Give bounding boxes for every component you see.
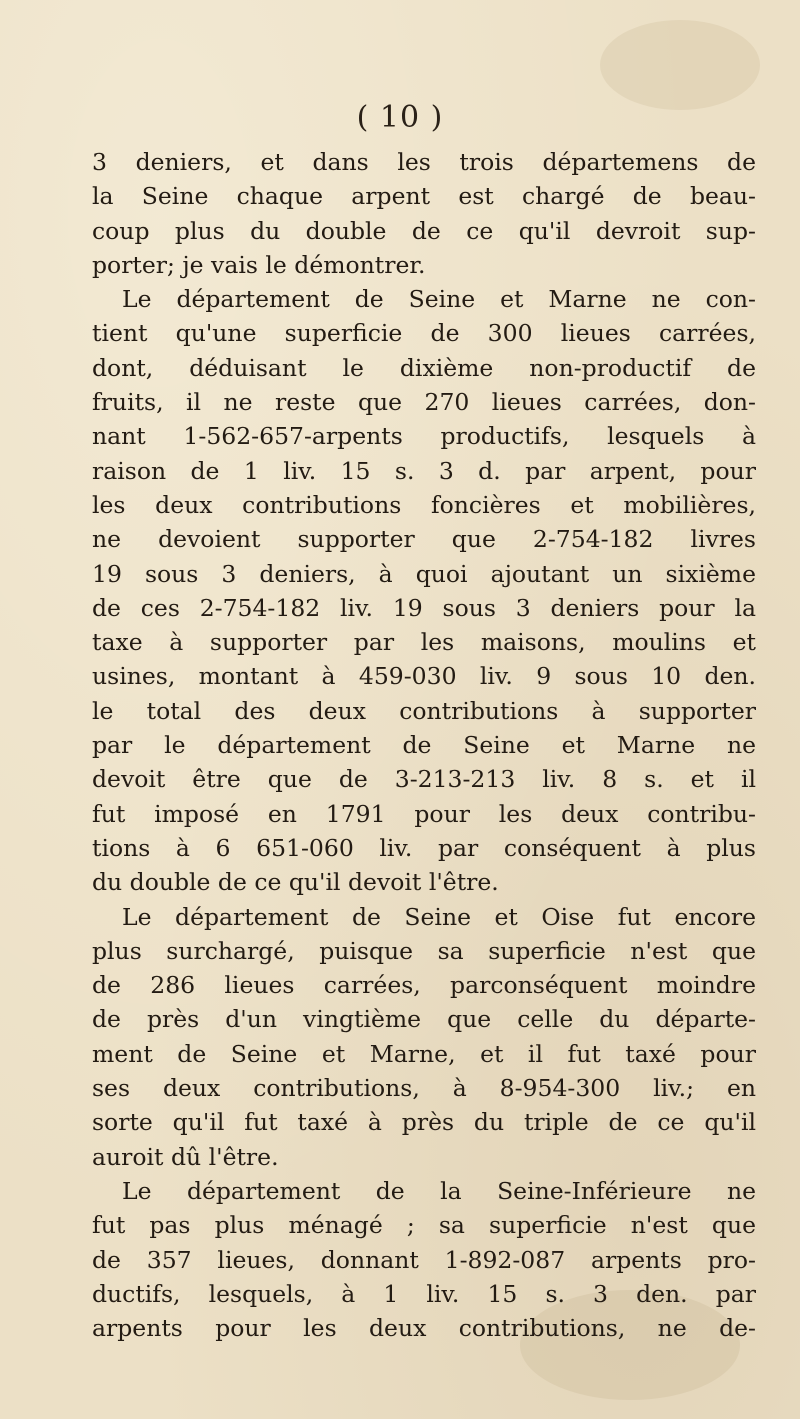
- body-text: [92, 145, 756, 1345]
- text-line: nant 1-562-657-arpents productifs, lesquels à: [92, 422, 756, 451]
- text-line: 3 deniers, et dans les trois départemens de: [92, 148, 756, 176]
- text-line: sorte qu'il fut taxé à près du triple de ce qu'il: [92, 1108, 756, 1137]
- text-line: raison de 1 liv. 15 s. 3 d. par arpent, pour: [92, 456, 756, 485]
- text-line: coup plus du double de ce qu'il devroit sup-: [92, 216, 756, 245]
- text-line: du double de ce qu'il devoit l'être.: [92, 868, 499, 897]
- text-line: tions à 6 651-060 liv. par conséquent à plus: [92, 833, 756, 862]
- text-line: dont, déduisant le dixième non-productif de: [92, 353, 756, 382]
- text-line: fut imposé en 1791 pour les deux contribu-: [92, 799, 756, 828]
- text-line: la Seine chaque arpent est chargé de beau-: [92, 182, 756, 211]
- text-line: ment de Seine et Marne, et il fut taxé pour: [92, 1039, 756, 1068]
- text-line: arpents pour les deux contributions, ne de-: [92, 1314, 756, 1343]
- text-line: les deux contributions foncières et mobilières,: [92, 490, 756, 519]
- text-line: ses deux contributions, à 8-954-300 liv.; en: [92, 1074, 756, 1103]
- text-line: auroit dû l'être.: [92, 1142, 279, 1171]
- text-line: usines, montant à 459-030 liv. 9 sous 10 den.: [92, 662, 756, 691]
- text-line: taxe à supporter par les maisons, moulins et: [92, 628, 756, 657]
- text-line: fruits, il ne reste que 270 lieues carrées, don-: [92, 388, 756, 417]
- text-line: de ces 2-754-182 liv. 19 sous 3 deniers pour la: [92, 593, 756, 622]
- paper-stain: [600, 20, 760, 110]
- text-line: fut pas plus ménagé ; sa superficie n'est que: [92, 1211, 756, 1240]
- text-line: de près d'un vingtième que celle du départe-: [92, 1005, 756, 1034]
- text-line: de 286 lieues carrées, parconséquent moindre: [92, 971, 756, 1000]
- text-line: tient qu'une superficie de 300 lieues carrées,: [92, 319, 756, 348]
- text-line: Le département de Seine et Marne ne con-: [122, 285, 756, 314]
- page-number: ( 10 ): [356, 100, 444, 135]
- text-line: plus surchargé, puisque sa superficie n'est que: [92, 936, 756, 965]
- text-line: Le département de Seine et Oise fut encore: [122, 902, 756, 931]
- text-line: devoit être que de 3-213-213 liv. 8 s. et il: [92, 765, 756, 794]
- text-line: de 357 lieues, donnant 1-892-087 arpents pro-: [92, 1245, 756, 1274]
- text-line: Le département de la Seine-Inférieure ne: [122, 1176, 756, 1205]
- text-line: 19 sous 3 deniers, à quoi ajoutant un sixième: [92, 559, 756, 588]
- text-line: ductifs, lesquels, à 1 liv. 15 s. 3 den. par: [92, 1279, 756, 1308]
- text-line: ne devoient supporter que 2-754-182 livres: [92, 525, 756, 554]
- text-line: porter; je vais le démontrer.: [92, 250, 426, 279]
- text-line: le total des deux contributions à supporter: [92, 696, 756, 725]
- text-line: par le département de Seine et Marne ne: [92, 731, 756, 760]
